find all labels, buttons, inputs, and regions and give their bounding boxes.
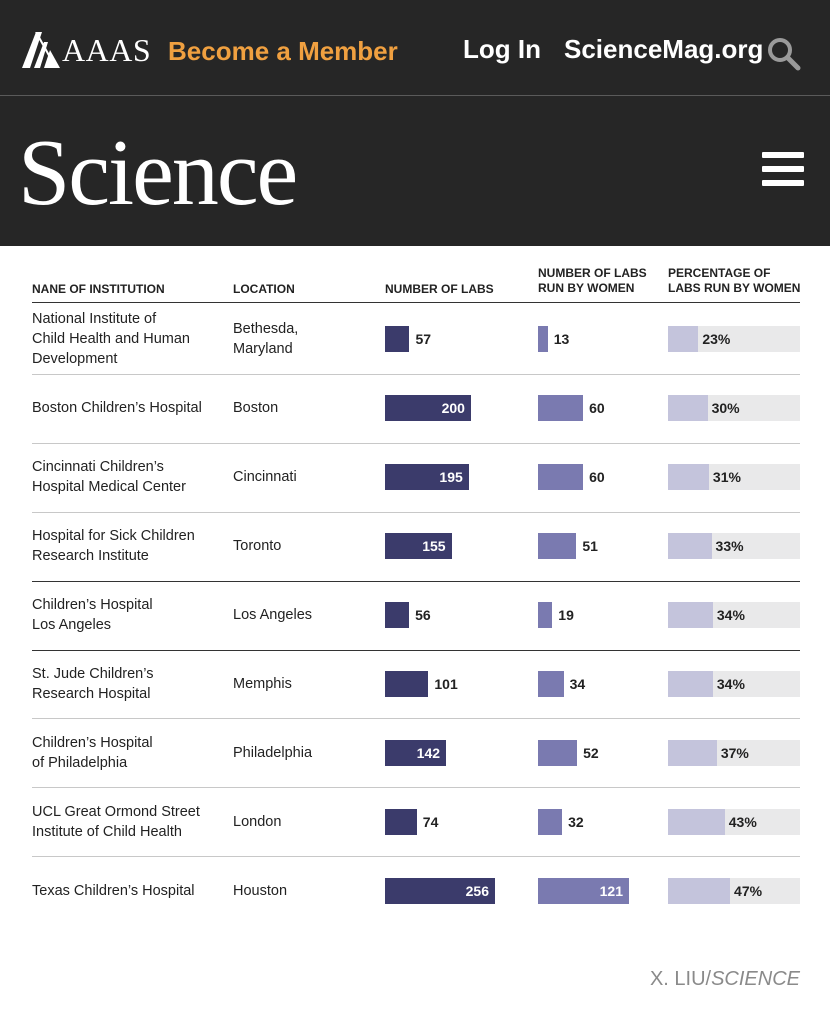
row-divider — [32, 374, 800, 375]
labs-value: 101 — [434, 675, 458, 692]
pct-bar — [668, 464, 709, 490]
women-labs-value: 121 — [599, 882, 623, 899]
location-name: Philadelphia — [233, 744, 313, 761]
location-name: Toronto — [233, 538, 282, 555]
women-labs-value: 34 — [569, 675, 586, 692]
labs-value: 74 — [422, 813, 439, 830]
labs-bar — [385, 326, 409, 352]
pct-bar — [668, 326, 698, 352]
location-name: Los Angeles — [233, 607, 313, 624]
institution-name: Boston Children’s Hospital — [32, 400, 202, 417]
women-labs-value: 13 — [553, 331, 570, 348]
pct-value: 34% — [716, 675, 745, 692]
credit-publication: SCIENCE — [711, 968, 800, 990]
labs-value: 200 — [441, 400, 465, 417]
location-name: Boston — [233, 400, 279, 417]
header-institution: NANE OF INSTITUTION — [32, 282, 165, 296]
labs-bar — [385, 602, 409, 628]
credit-line — [560, 966, 800, 992]
women-labs-bar — [538, 395, 583, 421]
labs-bar — [385, 809, 417, 835]
row-divider — [32, 787, 800, 788]
labs-value: 142 — [416, 744, 441, 761]
row-divider — [32, 512, 800, 513]
women-labs-value: 60 — [589, 400, 605, 417]
aaas-wordmark: AAAS — [62, 32, 152, 68]
institution-name: Hospital for Sick Children Research Institute — [32, 528, 195, 565]
women-labs-value: 19 — [558, 607, 574, 624]
pct-value: 30% — [711, 400, 740, 417]
institution-name: Children’s Hospital Los Angeles — [32, 597, 153, 634]
header-location: LOCATION — [233, 282, 295, 296]
pct-value: 23% — [702, 331, 731, 348]
pct-value: 43% — [728, 813, 757, 830]
become-member-link[interactable]: Become a Member — [168, 36, 398, 66]
institution-name: National Institute of Child Health and Human Development — [32, 311, 190, 368]
header-number-of-labs: NUMBER OF LABS — [385, 282, 494, 296]
women-labs-value: 60 — [589, 469, 605, 486]
pct-value: 31% — [712, 469, 741, 486]
women-labs-bar — [538, 809, 562, 835]
pct-bar — [668, 671, 713, 697]
pct-bar — [668, 533, 712, 559]
women-labs-bar — [538, 602, 552, 628]
institution-name: UCL Great Ormond Street Institute of Child Health — [32, 803, 200, 840]
pct-value: 47% — [734, 882, 763, 899]
location-name: London — [233, 813, 282, 830]
credit-author: X. LIU/ — [649, 968, 712, 990]
pct-bar — [668, 602, 713, 628]
location-name: Bethesda, Maryland — [233, 321, 299, 358]
labs-bar — [385, 671, 428, 697]
sciencemag-link[interactable]: ScienceMag.org — [564, 34, 764, 64]
institution-name: St. Jude Children’s Research Hospital — [32, 665, 154, 702]
header-labs-run-by-women: NUMBER OF LABS RUN BY WOMEN — [538, 266, 647, 295]
pct-bar — [668, 878, 730, 904]
location-name: Houston — [233, 882, 288, 899]
women-labs-bar — [538, 326, 548, 352]
institution-name: Texas Children’s Hospital — [32, 882, 195, 899]
labs-value: 256 — [465, 882, 489, 899]
women-labs-value: 32 — [568, 813, 584, 830]
location-name: Cincinnati — [233, 469, 297, 486]
women-labs-bar — [538, 740, 577, 766]
institution-name: Children’s Hospital of Philadelphia — [32, 734, 153, 771]
labs-value: 56 — [415, 607, 431, 624]
pct-value: 33% — [715, 538, 744, 555]
pct-bar — [668, 809, 725, 835]
women-labs-bar — [538, 533, 576, 559]
header-divider — [32, 302, 800, 303]
row-divider — [32, 650, 800, 651]
pct-value: 34% — [716, 607, 745, 624]
row-divider — [32, 856, 800, 857]
location-name: Memphis — [233, 675, 292, 692]
login-link[interactable]: Log In — [463, 34, 541, 64]
women-labs-bar — [538, 464, 583, 490]
header-percentage-women: PERCENTAGE OF LABS RUN BY WOMEN — [668, 266, 801, 295]
women-labs-value: 51 — [582, 538, 598, 555]
labs-value: 155 — [422, 538, 446, 555]
institution-name: Cincinnati Children’s Hospital Medical Center — [32, 459, 186, 496]
science-logo[interactable]: Science — [18, 121, 297, 225]
women-labs-bar — [538, 671, 564, 697]
pct-bar — [668, 740, 717, 766]
pct-value: 37% — [720, 744, 749, 761]
labs-value: 195 — [439, 469, 463, 486]
women-labs-value: 52 — [583, 744, 599, 761]
pct-bar — [668, 395, 708, 421]
row-divider — [32, 581, 800, 582]
row-divider — [32, 718, 800, 719]
labs-value: 57 — [415, 331, 432, 348]
row-divider — [32, 443, 800, 444]
